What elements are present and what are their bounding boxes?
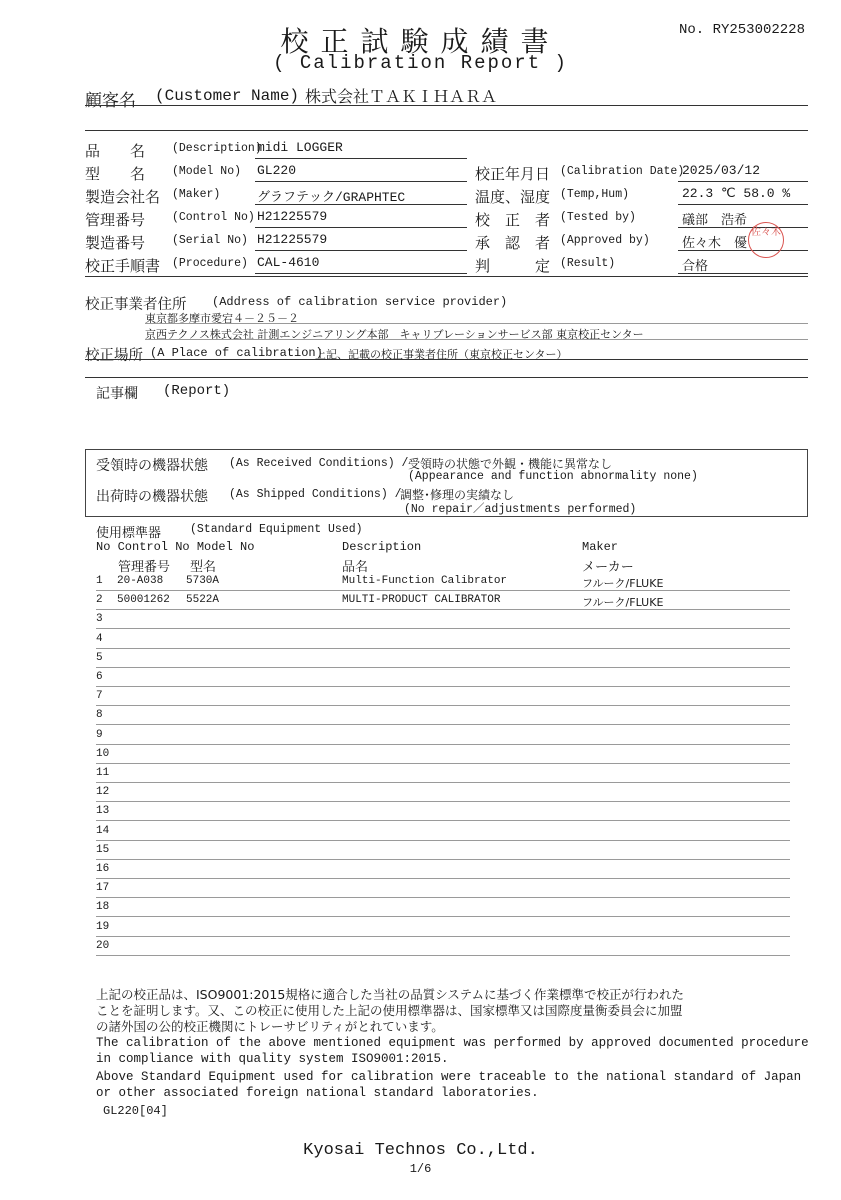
report-label-jp: 記事欄 [96,386,138,402]
provider-address: 東京都多摩市愛宕４－２５－２ [145,312,299,325]
provider-org: 京西テクノス株式会社 計測エンジニアリング本部 キャリブレーションサービス部 東京校正センター [145,328,644,341]
row-control-no: 50001262 [117,594,170,606]
divider [85,276,808,277]
field-label-en: (Result) [560,257,616,270]
column-header-maker: Maker [582,540,619,554]
field-label-jp: 校 正 者 [475,211,551,229]
column-header-description-jp: 品名 [342,560,369,575]
row-number: 1 [96,575,103,587]
row-number: 18 [96,901,110,913]
field-value: 22.3 ℃ 58.0 % [682,186,791,201]
field-label-en: (Model No) [172,165,242,178]
field-value: 佐々木 優 [682,236,748,251]
divider [255,204,467,205]
row-number: 4 [96,633,103,645]
company-name: Kyosai Technos Co.,Ltd. [303,1141,538,1160]
field-value: H21225579 [257,209,328,224]
row-number: 10 [96,748,110,760]
table-row [96,648,790,649]
table-row [96,801,790,802]
row-number: 11 [96,767,110,779]
shipped-value-jp: 調整･修理の実績なし [400,488,515,502]
shipped-label-jp: 出荷時の機器状態 [96,489,208,505]
table-row [96,705,790,706]
row-description: Multi-Function Calibrator [342,575,508,587]
row-model-no: 5522A [186,594,220,606]
row-number: 20 [96,940,110,952]
divider [678,181,808,182]
field-label-jp: 温度、湿度 [475,188,551,206]
divider [255,227,467,228]
statement-en-line-3: Above Standard Equipment used for calibration were traceable to the national standard of Japan [96,1070,802,1084]
row-number: 2 [96,594,103,606]
provider-label-en: (Address of calibration service provider) [212,295,508,309]
field-label-en: (Control No) [172,211,255,224]
column-header-control-jp: 管理番号 [118,560,171,575]
place-value: 上記、記載の校正事業者住所（東京校正センター） [315,348,568,361]
approval-stamp [748,222,784,258]
field-value: 2025/03/12 [682,163,761,178]
table-row [96,820,790,821]
table-row [96,916,790,917]
row-control-no: 20-A038 [117,575,164,587]
field-label-jp: 校正年月日 [475,165,551,183]
document-title-jp: 校正試験成績書 [280,25,561,58]
table-row [96,763,790,764]
table-row [96,628,790,629]
field-value: 合格 [682,259,709,274]
statement-en-line-4: or other associated foreign national standard laboratories. [96,1086,539,1100]
report-number: No. RY253002228 [678,22,805,38]
statement-en-line-2: in compliance with quality system ISO9001:2015. [96,1052,449,1066]
shipped-value-en: (No repair／adjustments performed) [404,503,637,516]
field-label-jp: 製造会社名 [85,188,161,206]
statement-jp-line-3: の諸外国の公的校正機関にトレーサビリティがとれています。 [96,1019,444,1034]
shipped-label-en: (As Shipped Conditions) / [229,488,402,501]
field-label-en: (Description) [172,142,262,155]
received-value-jp: 受領時の状態で外観・機能に異常なし [408,457,613,471]
field-label-en: (Temp,Hum) [560,188,630,201]
divider [255,158,467,159]
place-label-en: (A Place of calibration) [150,346,323,360]
field-value: GL220 [257,163,297,178]
divider [255,273,467,274]
statement-jp-line-2: ことを証明します。又、この校正に使用した上記の使用標準器は、国家標準又は国際度量衡委員会に加盟 [96,1003,683,1018]
divider [85,105,808,106]
document-code: GL220[04] [103,1104,168,1118]
field-label-en: (Maker) [172,188,221,201]
column-header-no-control-model: No Control No Model No [96,540,255,554]
row-description: MULTI-PRODUCT CALIBRATOR [342,594,501,606]
table-row [96,782,790,783]
row-number: 7 [96,690,103,702]
provider-label-jp: 校正事業者住所 [85,297,187,313]
customer-label-en: (Customer Name) [155,87,300,105]
divider [678,273,808,274]
divider [85,377,808,378]
statement-jp-line-1: 上記の校正品は、ISO9001:2015規格に適合した当社の品質システムに基づく作業標準で校正が行われた [96,987,685,1002]
row-number: 17 [96,882,110,894]
field-label-en: (Procedure) [172,257,248,270]
divider [255,181,467,182]
table-row [96,686,790,687]
row-number: 5 [96,652,103,664]
field-label-jp: 品 名 [85,142,146,160]
statement-en-line-1: The calibration of the above mentioned equipment was performed by approved documented procedure [96,1036,809,1050]
row-number: 13 [96,805,110,817]
divider [678,204,808,205]
report-label-en: (Report) [163,383,231,399]
table-row [96,667,790,668]
row-number: 9 [96,729,103,741]
field-label-jp: 製造番号 [85,234,146,252]
divider [145,323,808,324]
row-number: 12 [96,786,110,798]
field-value: H21225579 [257,232,328,247]
column-header-maker-jp: メーカー [582,560,634,575]
field-value: 礒部 浩希 [682,213,748,228]
table-row [96,859,790,860]
table-row [96,744,790,745]
field-label-jp: 判 定 [475,257,551,275]
row-maker: フルーク/FLUKE [582,577,664,590]
row-maker: フルーク/FLUKE [582,596,664,609]
field-label-jp: 承 認 者 [475,234,551,252]
field-label-jp: 型 名 [85,165,146,183]
row-number: 14 [96,825,110,837]
table-row [96,878,790,879]
field-value: CAL-4610 [257,255,320,270]
field-label-jp: 管理番号 [85,211,146,229]
page-number: 1/6 [409,1162,432,1176]
divider [678,227,808,228]
divider [678,250,808,251]
row-number: 15 [96,844,110,856]
received-label-en: (As Received Conditions) / [229,457,409,470]
customer-label-jp: 顧客名 [85,91,136,111]
row-number: 19 [96,921,110,933]
row-number: 3 [96,613,103,625]
equipment-title-en: (Standard Equipment Used) [190,523,363,536]
divider [255,250,467,251]
table-row [96,840,790,841]
divider [85,130,808,131]
row-number: 8 [96,709,103,721]
row-number: 6 [96,671,103,683]
table-row [96,955,790,956]
customer-name: 株式会社ＴＡＫＩＨＡＲＡ [305,87,498,106]
received-label-jp: 受領時の機器状態 [96,458,208,474]
table-row [96,724,790,725]
divider [85,359,808,360]
field-value: midi LOGGER [257,140,343,155]
table-row [96,609,790,610]
field-label-en: (Tested by) [560,211,636,224]
received-value-en: (Appearance and function abnormality none) [408,470,698,483]
field-label-en: (Calibration Date) [560,165,685,178]
place-label-jp: 校正場所 [85,348,143,364]
row-model-no: 5730A [186,575,220,587]
stamp-text: 佐々木 [751,227,781,238]
row-number: 16 [96,863,110,875]
field-label-jp: 校正手順書 [85,257,161,275]
equipment-title-jp: 使用標準器 [96,526,162,541]
table-row [96,897,790,898]
divider [145,339,808,340]
field-value: グラフテック/GRAPHTEC [257,190,406,205]
column-header-model-jp: 型名 [190,560,217,575]
table-row [96,590,790,591]
table-row [96,936,790,937]
field-label-en: (Approved by) [560,234,650,247]
field-label-en: (Serial No) [172,234,248,247]
document-title-en: ( Calibration Report ) [273,52,568,74]
column-header-description: Description [342,540,422,554]
